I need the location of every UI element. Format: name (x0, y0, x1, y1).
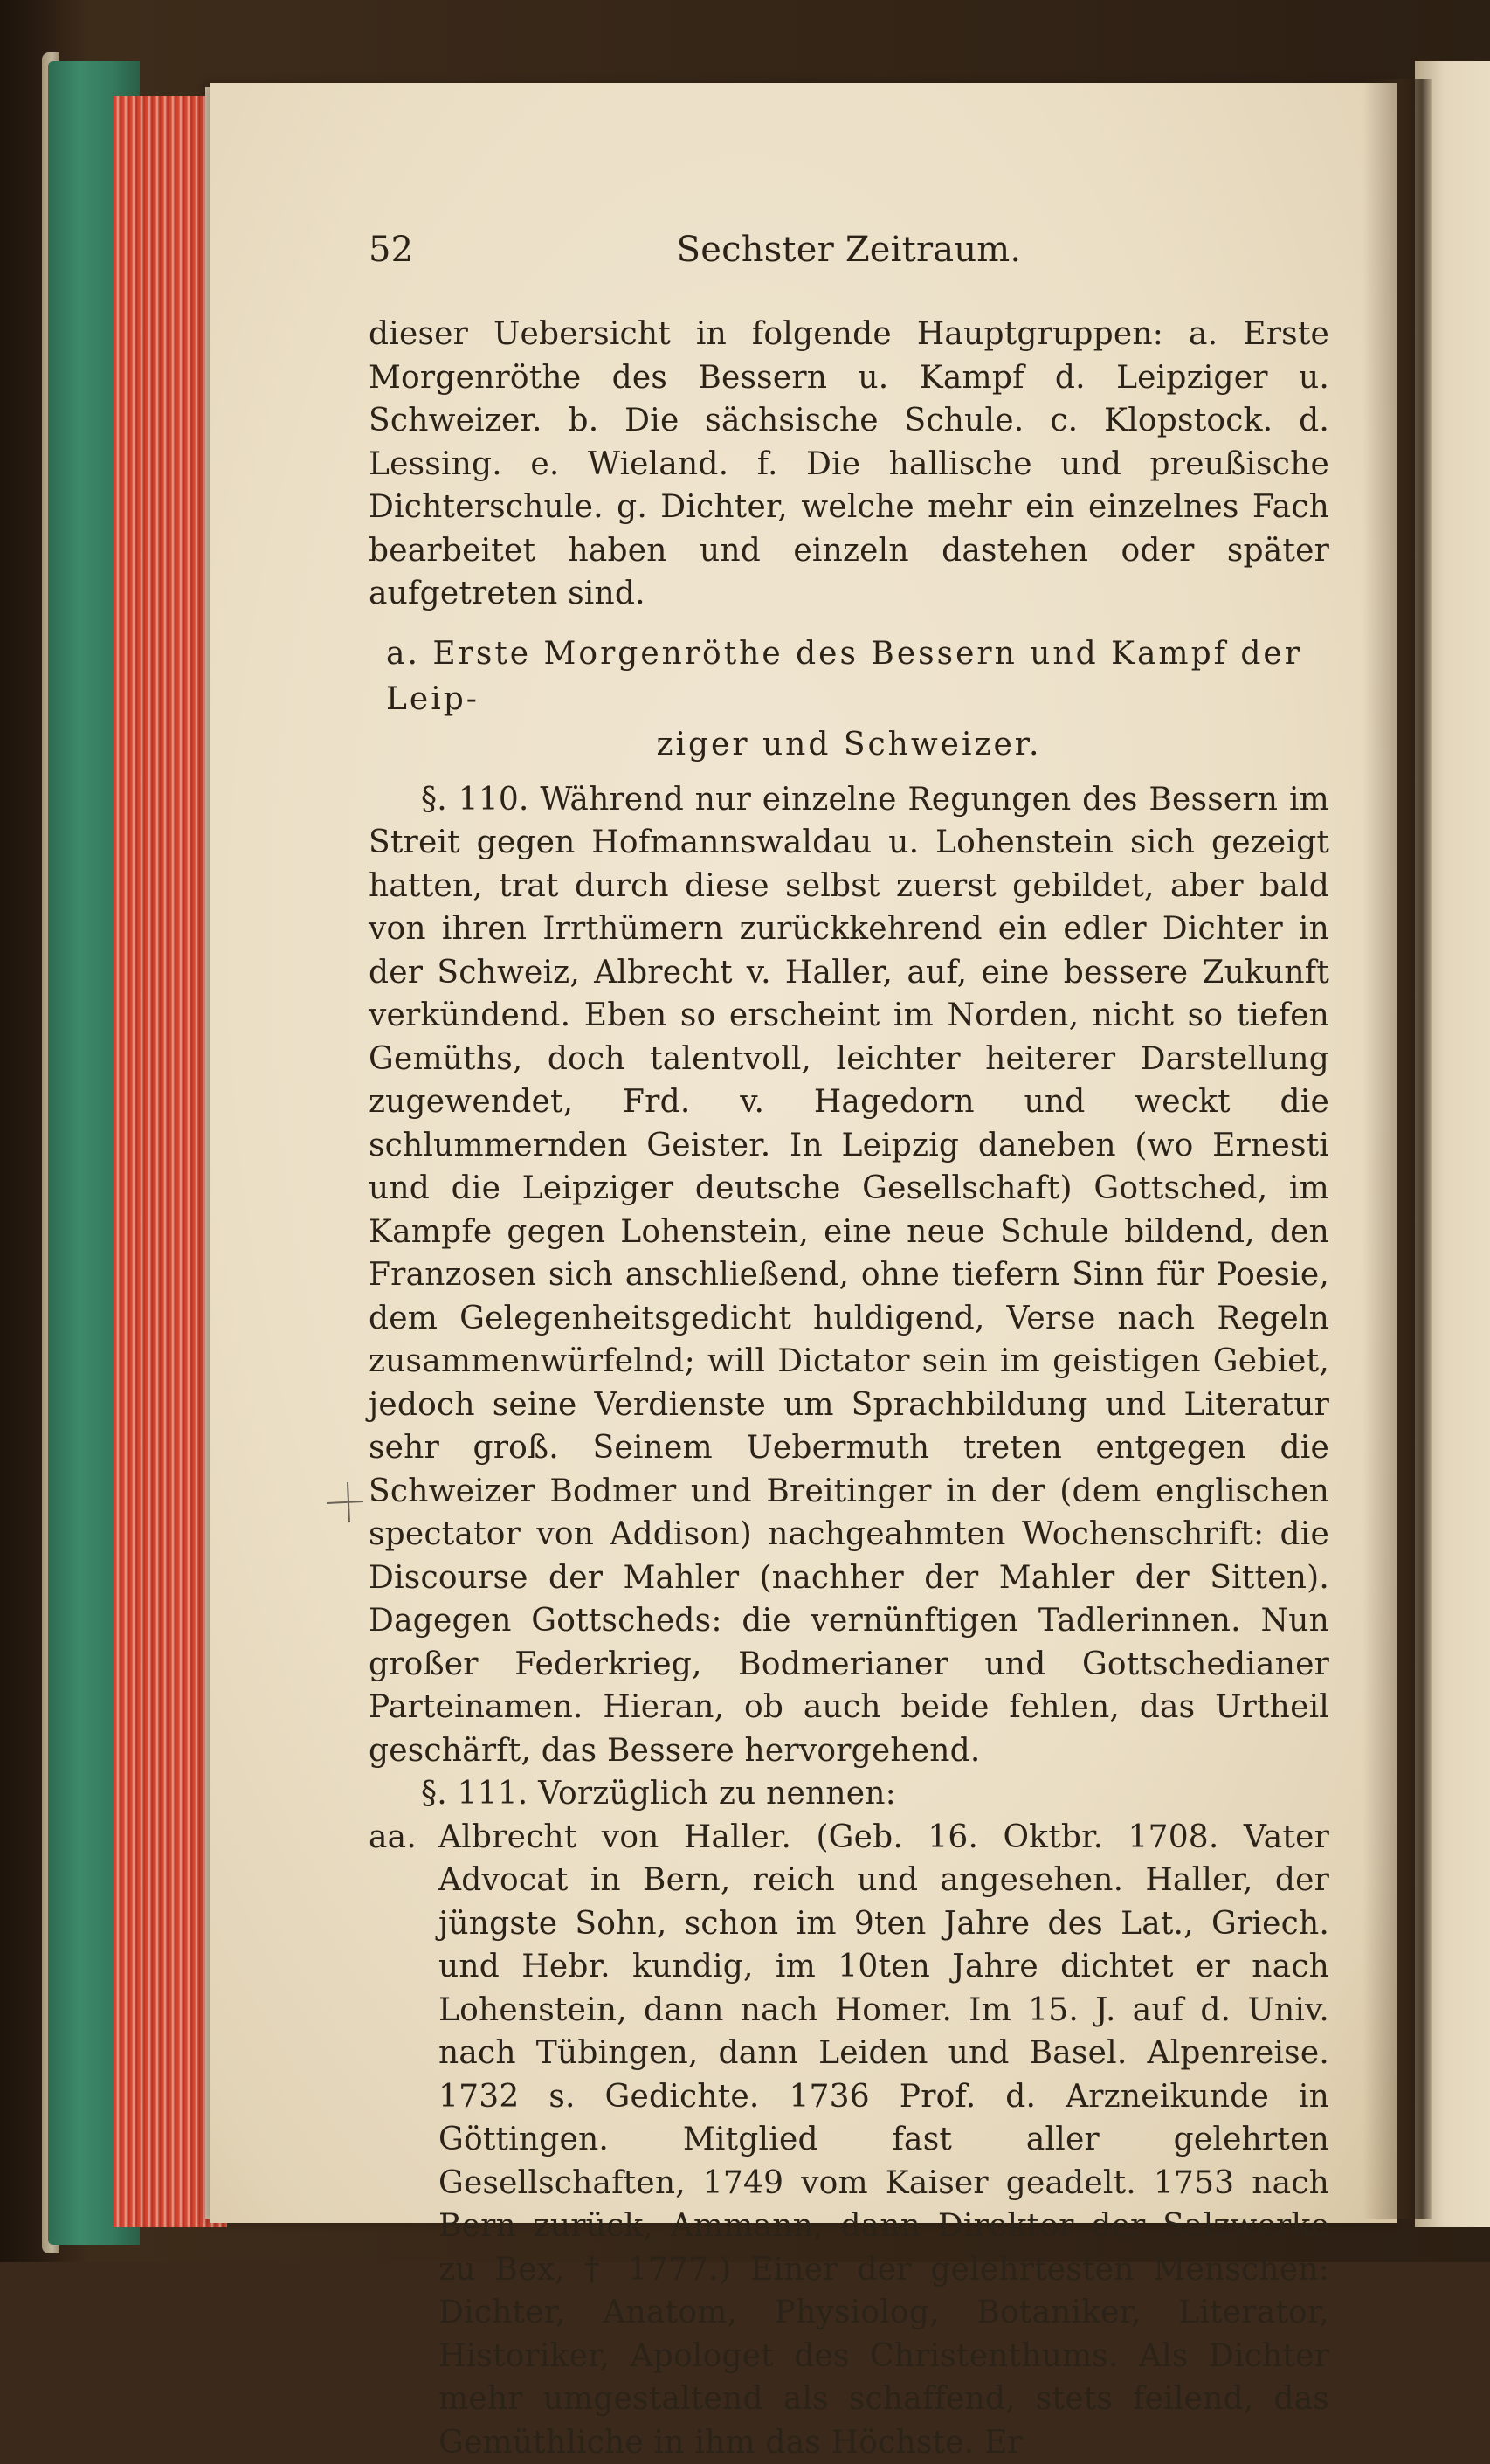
entry-aa-mark: aa. (369, 1816, 438, 1860)
section-heading-line2: ziger und Schweizer. (369, 722, 1329, 768)
intro-paragraph: dieser Uebersicht in folgende Hauptgruppen: a. Erste Morgenröthe des Bessern u. Kampf d. Leipziger u. Schweizer. b. Die sächsische Schule. c. Klopstock. d. Lessing. e. Wieland. f. Die hallische und preußische Dichterschule. g. Dichter, welche mehr ein einzelnes Fach bearbeitet haben und einzeln dastehen oder später aufgetreten sind. (369, 313, 1329, 616)
running-head: Sechster Zeitraum. (369, 229, 1329, 273)
section-heading-line1: a. Erste Morgenröthe des Bessern und Kampf der Leip- (369, 632, 1329, 722)
page-header (369, 229, 1329, 281)
page-text (369, 229, 1329, 2464)
entry-aa-text: Albrecht von Haller. (Geb. 16. Oktbr. 1708. Vater Advocat in Bern, reich und angesehen. Haller, der jüngste Sohn, schon im 9ten Jahre des Lat., Griech. und Hebr. kundig, im 10ten Jahre dichtet er nach Lohenstein, dann nach Homer. Im 15. J. auf d. Univ. nach Tübingen, dann Leiden und Basel. Alpenreise. 1732 s. Gedichte. 1736 Prof. d. Arzneikunde in Göttingen. Mitglied fast aller gelehrten Gesellschaften, 1749 vom Kaiser geadelt. 1753 nach Bern zurück, Ammann, dann Direktor der Salzwerke zu Bex, † 1777.) Einer der gelehrtesten Menschen: Dichter, Anatom, Physiolog, Botaniker, Literator, Historiker, Apologet des Christenthums. Als Dichter mehr umgestaltend als schaffend, stets feilend, das Gemüthliche in ihm das Höchste. Er (438, 1819, 1329, 2461)
entry-aa (369, 1816, 1329, 2464)
gutter-shadow (1362, 79, 1432, 2219)
page-number: 52 (369, 229, 413, 273)
paragraph-111: §. 111. Vorzüglich zu nennen: (369, 1772, 1329, 1816)
section-heading-a (369, 632, 1329, 768)
pencil-cross-mark (323, 1480, 367, 1524)
paragraph-110: §. 110. Während nur einzelne Regungen des Bessern im Streit gegen Hofmannswaldau u. Lohenstein sich gezeigt hatten, trat durch diese selbst zuerst gebildet, aber bald von ihren Irrthümern zurückkehrend ein edler Dichter in der Schweiz, Albrecht v. Haller, auf, eine bessere Zukunft verkündend. Eben so erscheint im Norden, nicht so tiefen Gemüths, doch talentvoll, leichter heiterer Darstellung zugewendet, Frd. v. Hagedorn und weckt die schlummernden Geister. In Leipzig daneben (wo Ernesti und die Leipziger deutsche Gesellschaft) Gottsched, im Kampfe gegen Lohenstein, eine neue Schule bildend, den Franzosen sich anschließend, ohne tiefern Sinn für Poesie, dem Gelegenheitsgedicht huldigend, Verse nach Regeln zusammenwürfelnd; will Dictator sein im geistigen Gebiet, jedoch seine Verdienste um Sprachbildung und Literatur sehr groß. Seinem Uebermuth treten entgegen die Schweizer Bodmer und Breitinger in der (dem englischen spectator von Addison) nachgeahmten Wochenschrift: die Discourse der Mahler (nachher der Mahler der Sitten). Dagegen Gottscheds: die vernünftigen Tadlerinnen. Nun großer Federkrieg, Bodmerianer und Gottschedianer Parteinamen. Hieran, ob auch beide fehlen, das Urtheil geschärft, das Bessere hervorgehend. (369, 778, 1329, 1773)
